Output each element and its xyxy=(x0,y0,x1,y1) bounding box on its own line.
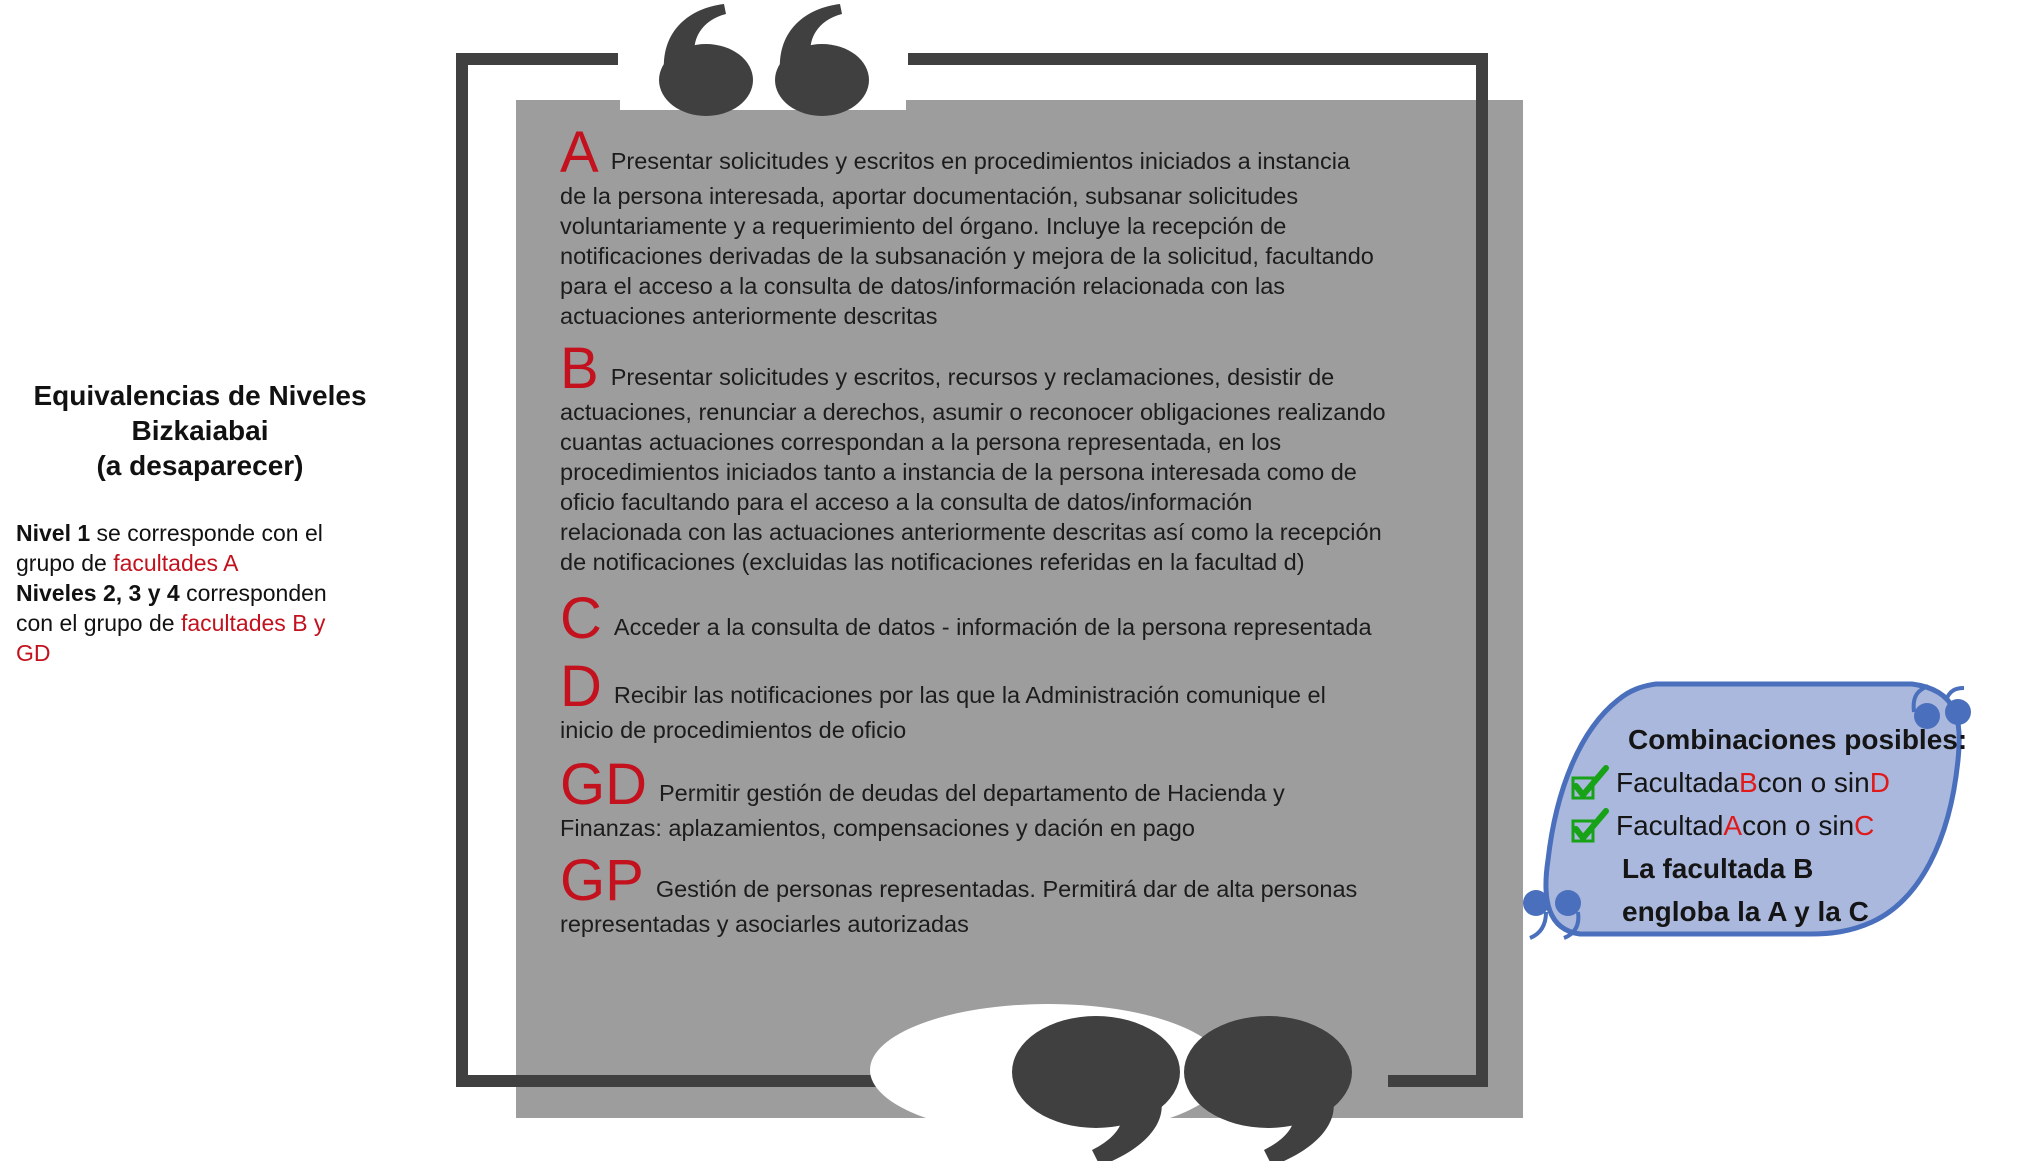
facultad-letter: GD xyxy=(560,752,647,817)
facultad-entry xyxy=(560,848,1440,939)
levels-line-2: grupo de facultades A xyxy=(16,550,239,576)
checkbox-check-icon xyxy=(1570,764,1610,802)
facultad-description-line: para el acceso a la consulta de datos/información relacionada con las xyxy=(560,273,1286,299)
levels-line-4: con el grupo de facultades B y xyxy=(16,610,326,636)
facultad-letter: D xyxy=(560,654,602,719)
facultad-letter: B xyxy=(560,336,599,401)
facultad-description-line: representadas y asociarles autorizadas xyxy=(560,911,969,937)
facultad-description-line: relacionada con las actuaciones anteriormente descritas así como la recepción xyxy=(560,519,1382,545)
facultad-first-line xyxy=(560,654,1440,719)
combinations-note-line2: engloba la A y la C xyxy=(1622,896,1869,927)
facultad-letter: C xyxy=(560,586,602,651)
facultad-description-line: actuaciones anteriormente descritas xyxy=(560,303,938,329)
facultad-description-line: de notificaciones (excluidas las notificaciones referidas en la facultad d) xyxy=(560,549,1305,575)
checkbox-check-icon xyxy=(1570,807,1610,845)
facultades-list xyxy=(560,120,1440,939)
levels-title-line1: Equivalencias de Niveles xyxy=(33,380,367,411)
levels-line-1: Nivel 1 se corresponde con el xyxy=(16,520,323,546)
combination-row-2: Facultad A con o sin C xyxy=(1570,804,1940,847)
facultad-first-line xyxy=(560,586,1440,651)
facultad-entry xyxy=(560,336,1440,577)
facultad-description-line: inicio de procedimientos de oficio xyxy=(560,717,907,743)
facultad-description: Gestión de personas representadas. Permitirá dar de alta personas xyxy=(655,876,1358,902)
facultad-letter: GP xyxy=(560,848,644,913)
facultad-first-line xyxy=(560,752,1440,817)
levels-line-5: GD xyxy=(16,640,51,666)
facultad-entry xyxy=(560,586,1440,651)
facultad-first-line xyxy=(560,848,1440,913)
facultad-description-line: cuantas actuaciones correspondan a la persona representada, en los xyxy=(560,429,1282,455)
combinations-note-line1: La facultada B xyxy=(1622,853,1814,884)
facultad-description: Permitir gestión de deudas del departamento de Hacienda y xyxy=(659,780,1285,806)
facultad-letter: A xyxy=(560,120,599,185)
combinations-title: Combinaciones posibles: xyxy=(1628,724,1968,755)
facultad-description-line: oficio facultando para el acceso a la consulta de datos/información xyxy=(560,489,1253,515)
facultad-first-line xyxy=(560,120,1440,185)
facultad-first-line xyxy=(560,336,1440,401)
facultad-description-line: voluntariamente y a requerimiento del órgano. Incluye la recepción de xyxy=(560,213,1287,239)
facultad-description-line: actuaciones, renunciar a derechos, asumir o reconocer obligaciones realizando xyxy=(560,399,1386,425)
facultad-description-line: notificaciones derivadas de la subsanación y mejora de la solicitud, facultando xyxy=(560,243,1374,269)
facultad-description: Recibir las notificaciones por las que la Administración comunique el xyxy=(613,682,1326,708)
facultad-description: Presentar solicitudes y escritos, recursos y reclamaciones, desistir de xyxy=(610,364,1335,390)
facultad-description: Acceder a la consulta de datos - información de la persona representada xyxy=(613,614,1372,640)
facultad-description: Presentar solicitudes y escritos en procedimientos iniciados a instancia xyxy=(610,148,1350,174)
levels-line-3: Niveles 2, 3 y 4 corresponden xyxy=(16,580,327,606)
facultad-entry xyxy=(560,654,1440,745)
facultad-entry xyxy=(560,752,1440,843)
levels-title-line2: Bizkaiabai xyxy=(131,415,269,446)
facultad-description-line: de la persona interesada, aportar documentación, subsanar solicitudes xyxy=(560,183,1299,209)
combinations-panel xyxy=(1570,718,1968,933)
levels-title-line3: (a desaparecer) xyxy=(96,450,304,481)
facultad-entry xyxy=(560,120,1440,331)
facultad-description-line: procedimientos iniciados tanto a instancia de la persona interesada como de xyxy=(560,459,1357,485)
combination-row-1: Facultada B con o sin D xyxy=(1570,761,1940,804)
facultad-description-line: Finanzas: aplazamientos, compensaciones y dación en pago xyxy=(560,815,1195,841)
